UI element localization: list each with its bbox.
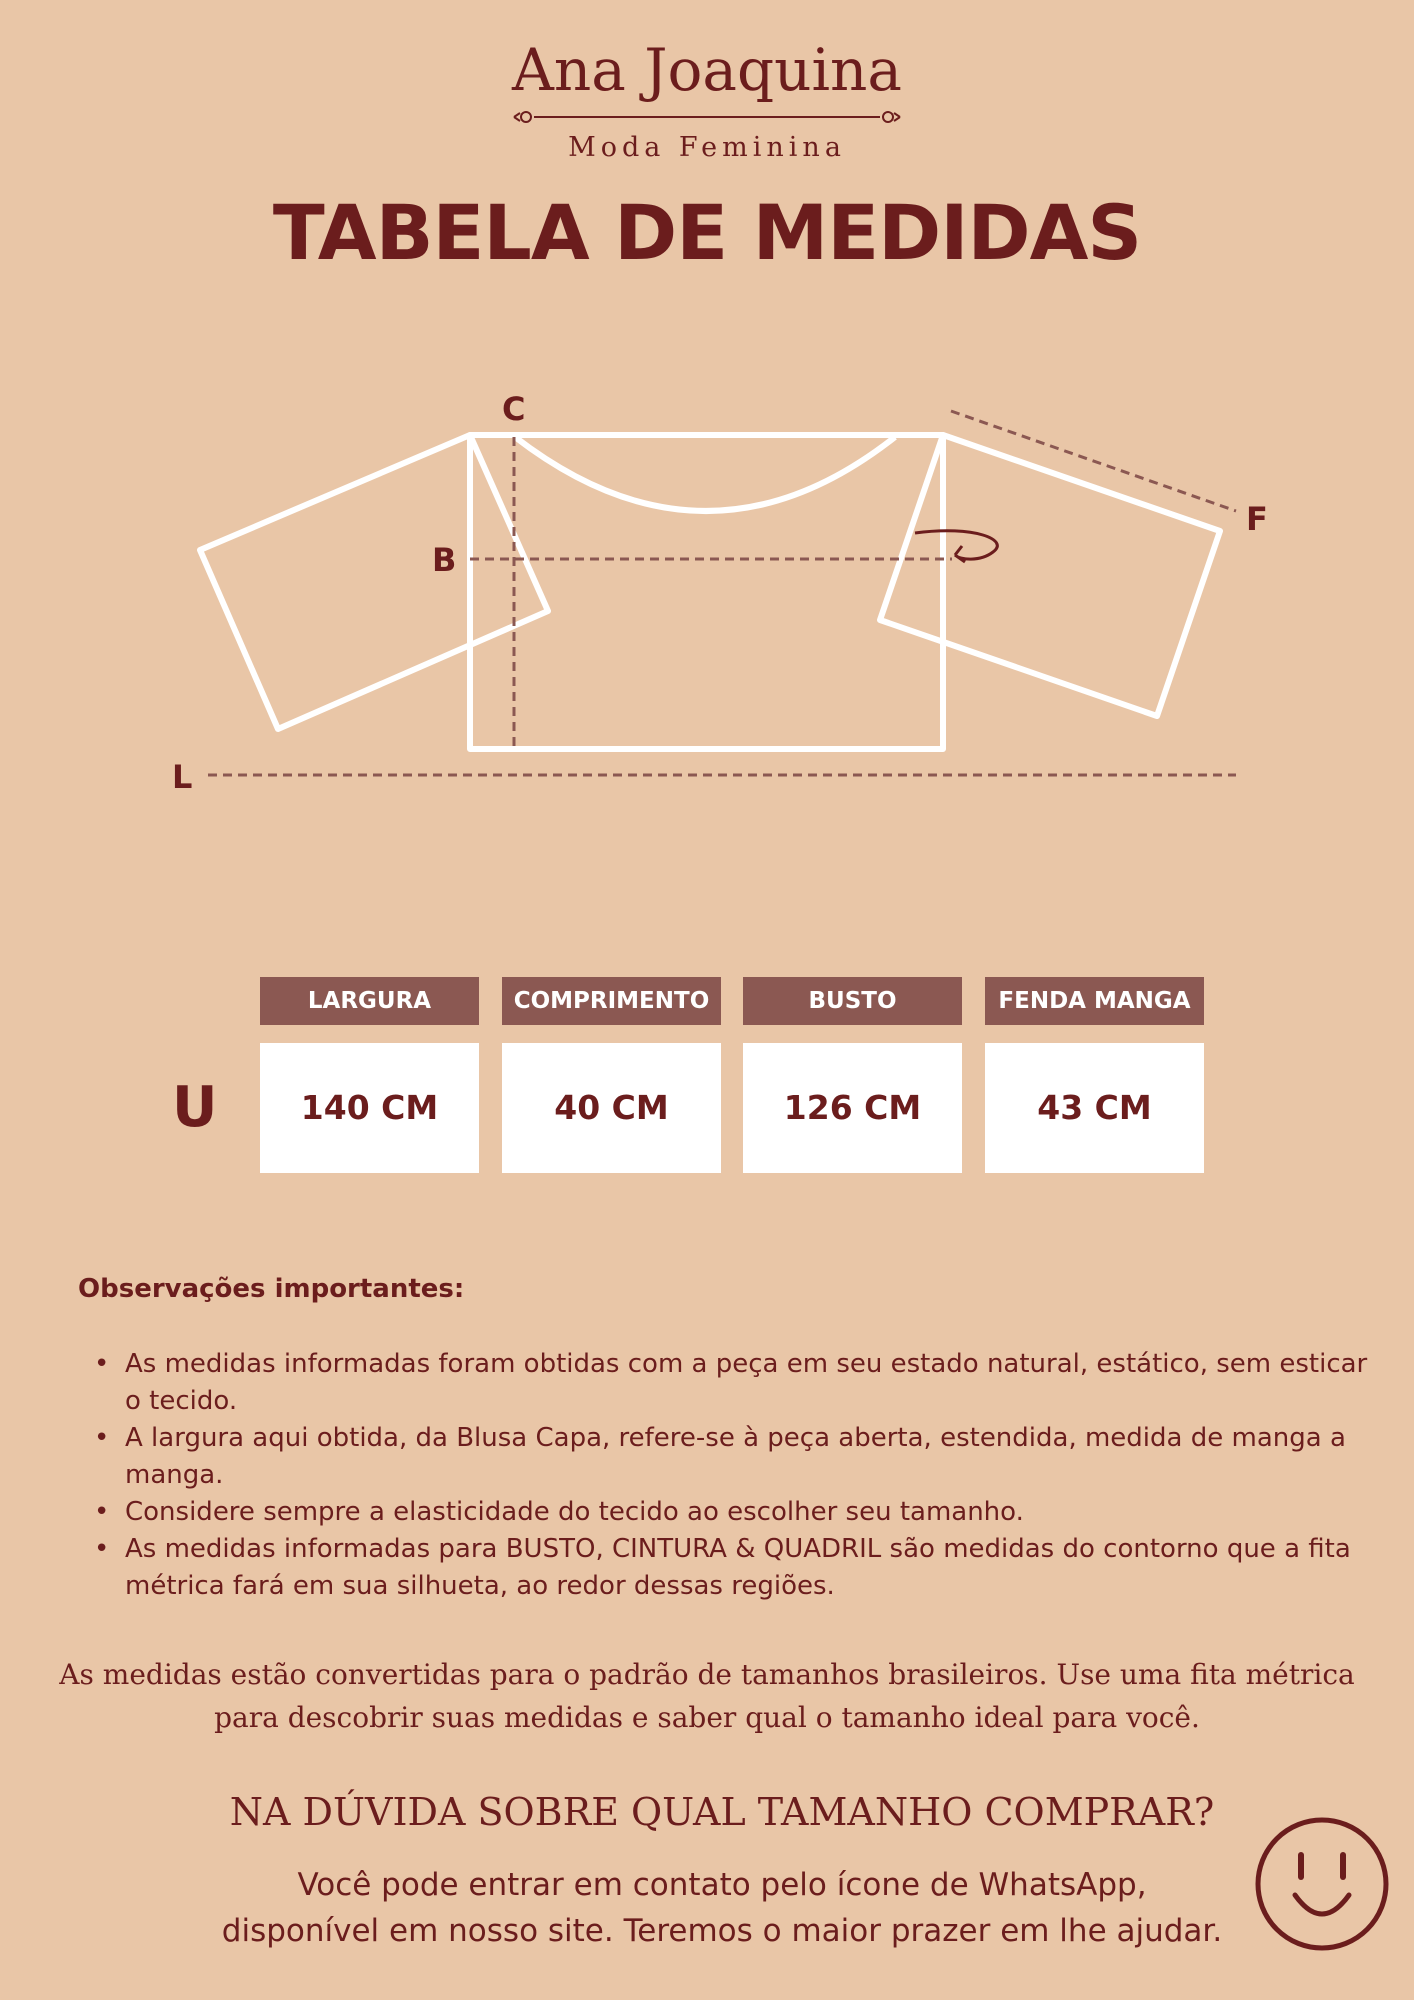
header-largura: LARGURA xyxy=(260,977,479,1025)
label-l: L xyxy=(172,758,193,796)
list-item: • As medidas informadas foram obtidas com a peça em seu estado natural, estático, sem esticar o tecido. xyxy=(125,1346,1385,1420)
label-b: B xyxy=(432,541,457,579)
neckline xyxy=(515,437,895,511)
list-item: • A largura aqui obtida, da Blusa Capa, refere-se à peça aberta, estendida, medida de manga a manga. xyxy=(125,1420,1385,1494)
value-fenda-manga: 43 CM xyxy=(985,1043,1204,1173)
brand-subtitle: Moda Feminina xyxy=(568,132,846,163)
garment-diagram xyxy=(0,380,1414,810)
smiley-icon xyxy=(1253,1815,1391,1953)
help-contact xyxy=(0,1862,1414,1954)
label-c: C xyxy=(502,390,526,428)
measure-line-f xyxy=(951,411,1236,511)
brand-name: Ana Joaquina xyxy=(512,36,902,104)
observations-title: Observações importantes: xyxy=(78,1274,465,1304)
page-title: TABELA DE MEDIDAS xyxy=(272,188,1142,277)
header-comprimento: COMPRIMENTO xyxy=(502,977,721,1025)
conversion-note: As medidas estão convertidas para o padrão de tamanhos brasileiros. Use uma fita métrica para descobrir suas medidas e saber qual o tamanho ideal para você. xyxy=(59,1658,1355,1734)
left-sleeve xyxy=(200,435,548,729)
help-line-2: disponível em nosso site. Teremos o maior prazer em lhe ajudar. xyxy=(221,1913,1223,1949)
value-comprimento: 40 CM xyxy=(502,1043,721,1173)
list-item: • As medidas informadas para BUSTO, CINTURA & QUADRIL são medidas do contorno que a fita métrica fará em sua silhueta, ao redor dessas regiões. xyxy=(125,1531,1385,1605)
label-f: F xyxy=(1246,500,1268,538)
wrap-arrow-icon xyxy=(915,531,997,562)
value-busto: 126 CM xyxy=(743,1043,962,1173)
size-label: U xyxy=(172,1075,218,1140)
value-largura: 140 CM xyxy=(260,1043,479,1173)
ornament-divider-icon xyxy=(512,106,902,128)
right-sleeve xyxy=(880,435,1220,716)
list-item: • Considere sempre a elasticidade do tecido ao escolher seu tamanho. xyxy=(125,1494,1385,1531)
header-busto: BUSTO xyxy=(743,977,962,1025)
help-question: NA DÚVIDA SOBRE QUAL TAMANHO COMPRAR? xyxy=(229,1790,1215,1834)
header-fenda-manga: FENDA MANGA xyxy=(985,977,1204,1025)
observations-list xyxy=(78,1346,1385,1605)
help-line-1: Você pode entrar em contato pelo ícone de WhatsApp, xyxy=(297,1867,1147,1903)
